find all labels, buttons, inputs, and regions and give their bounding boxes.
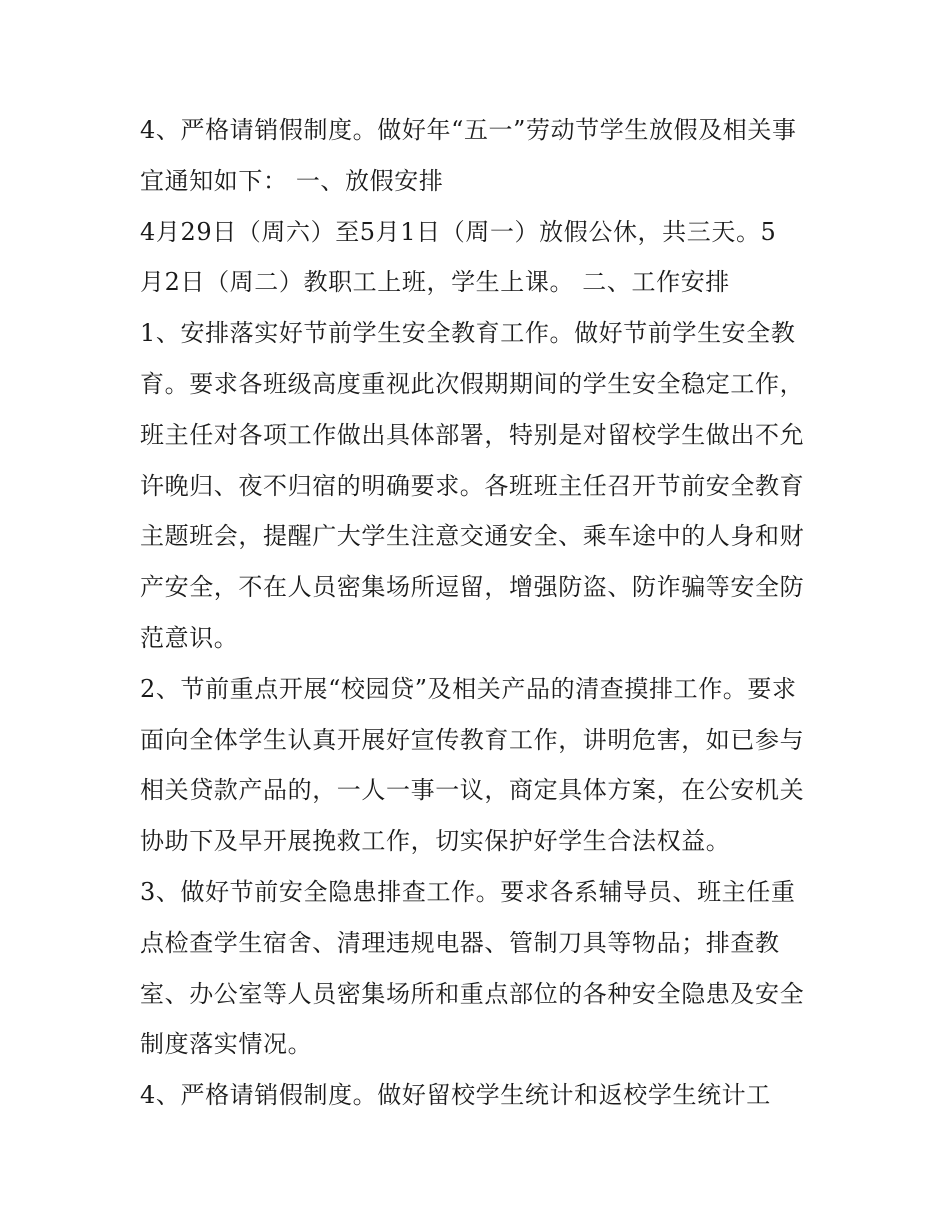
text-line: 产安全，不在人员密集场所逗留，增强防盗、防诈骗等安全防 [140,573,805,602]
text-line: 班主任对各项工作做出具体部署，特别是对留校学生做出不允 [140,420,805,449]
text-line: 许晚归、夜不归宿的明确要求。各班班主任召开节前安全教育 [140,471,805,500]
text-line: 室、办公室等人员密集场所和重点部位的各种安全隐患及安全 [140,979,805,1008]
text-line: 4月29日（周六）至5月1日（周一）放假公休，共三天。5 [140,217,777,246]
text-line: 2、节前重点开展“校园贷”及相关产品的清查摸排工作。要求 [140,674,797,703]
text-line: 4、严格请销假制度。做好年“五一”劳动节学生放假及相关事 [140,116,797,144]
text-line: 3、做好节前安全隐患排查工作。要求各系辅导员、班主任重 [140,877,796,906]
text-line: 范意识。 [140,623,239,652]
text-line: 4、严格请销假制度。做好留校学生统计和返校学生统计工 [140,1081,771,1110]
text-line: 1、安排落实好节前学生安全教育工作。做好节前学生安全教 [140,319,796,348]
text-line: 相关贷款产品的，一人一事一议，商定具体方案，在公安机关 [140,776,805,805]
text-line: 点检查学生宿舍、清理违规电器、管制刀具等物品；排查教 [140,928,780,957]
text-line: 主题班会，提醒广大学生注意交通安全、乘车途中的人身和财 [140,522,805,551]
text-line: 制度落实情况。 [140,1030,313,1059]
document-body [140,105,820,1121]
text-line: 宜通知如下： 一、放假安排 [140,166,444,195]
text-line: 协助下及早开展挽救工作，切实保护好学生合法权益。 [140,827,731,856]
text-line: 育。要求各班级高度重视此次假期期间的学生安全稳定工作， [140,369,805,398]
text-line: 面向全体学生认真开展好宣传教育工作，讲明危害，如已参与 [140,725,805,754]
text-line: 月2日（周二）教职工上班，学生上课。 二、工作安排 [140,268,730,297]
